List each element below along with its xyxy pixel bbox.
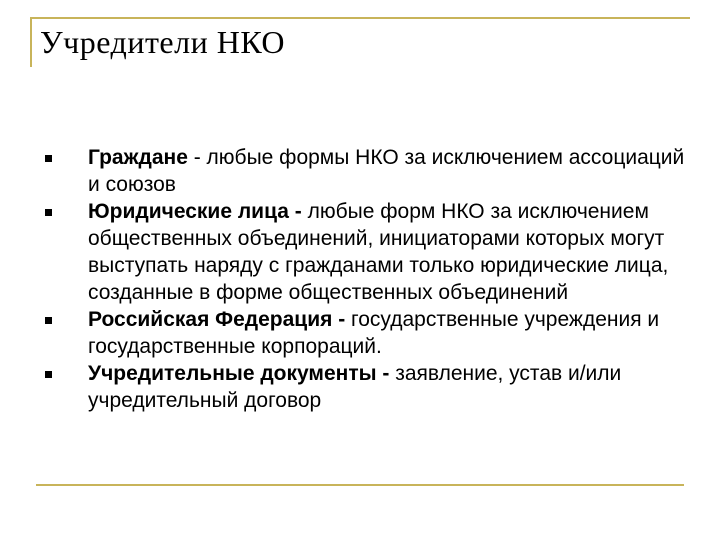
bullet-text [88,200,668,304]
square-bullet-icon [45,317,52,324]
bullet-term: Граждане [88,146,188,169]
list-item [40,360,690,414]
list-item [40,306,690,360]
square-bullet-icon [45,155,52,162]
bullet-description: - любые формы НКО за исключением ассоциаций и союзов [88,146,685,196]
bullet-text [88,146,684,196]
bullet-description: заявление, устав и/или учредительный договор [88,362,622,412]
square-bullet-icon [45,371,52,378]
square-bullet-icon [45,209,52,216]
frame-left-line [30,17,32,67]
bullet-term: Учредительные документы - [88,362,390,385]
bullet-text [88,308,659,358]
frame-bottom-line [36,484,684,486]
frame-top-line [30,17,690,19]
bullet-term: Российская Федерация - [88,308,346,331]
bullet-text [88,362,621,412]
bullet-description: государственные учреждения и государственные корпораций. [88,308,660,358]
list-item [40,198,690,306]
bullet-description: любые форм НКО за исключением общественных объединений, инициаторами которых могут выступать наряду с гражданами только юридические лица, созданные в форме общественных объединений [88,200,669,304]
bullet-term: Юридические лица - [88,200,302,223]
slide-title: Учредители НКО [40,24,285,60]
list-item [40,144,690,198]
bullet-list [40,144,690,414]
